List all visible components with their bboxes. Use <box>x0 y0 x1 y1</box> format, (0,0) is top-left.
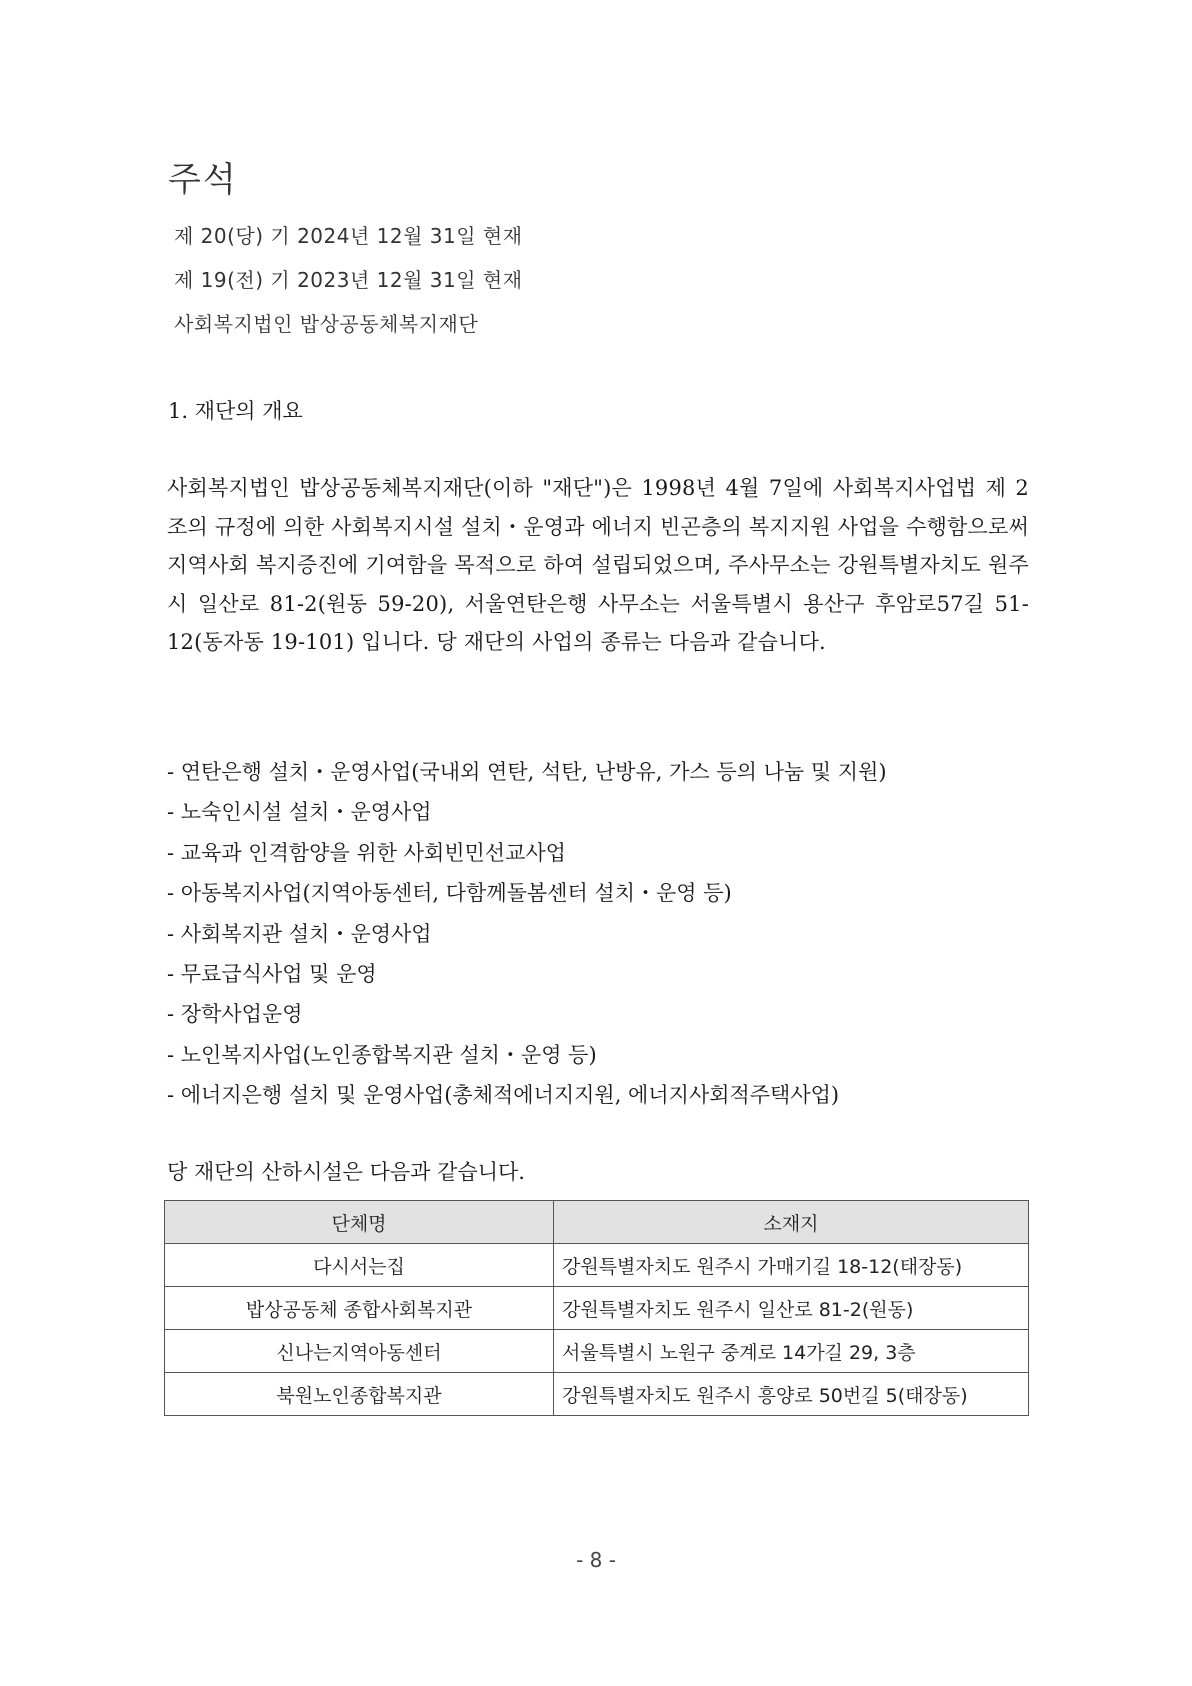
org-name-cell: 신나는지역아동센터 <box>165 1330 554 1373</box>
business-list <box>167 752 887 1116</box>
org-name-cell: 밥상공동체 종합사회복지관 <box>165 1287 554 1330</box>
org-name-cell: 북원노인종합복지관 <box>165 1373 554 1416</box>
table-row <box>165 1244 1029 1287</box>
list-item: - 아동복지사업(지역아동센터, 다함께돌봄센터 설치・운영 등) <box>167 881 732 906</box>
list-item: - 무료급식사업 및 운영 <box>167 961 377 986</box>
list-item: - 연탄은행 설치・운영사업(국내외 연탄, 석탄, 난방유, 가스 등의 나눔 및 지원) <box>167 760 887 784</box>
header-org-name: 단체명 <box>165 1201 554 1244</box>
overview-paragraph: 사회복지법인 밥상공동체복지재단(이하 "재단")은 1998년 4월 7일에 사회복지사업법 제 2조의 규정에 의한 사회복지시설 설치・운영과 에너지 빈곤층의 복지지원 사업을 수행함으로써 지역사회 복지증진에 기여함을 목적으로 하여 설립되었으며, 주사무소는 강원특별자치도 원주시 일산로 81-2(원동 59-20), 서울연탄은행 사무소는 서울특별시 용산구 후암로57길 51-12(동자동 19-101) 입니다. 당 재단의 사업의 종류는 다음과 같습니다. <box>167 476 1029 654</box>
location-cell: 강원특별자치도 원주시 흥양로 50번길 5(태장동) <box>554 1373 1029 1416</box>
org-name-cell: 다시서는집 <box>165 1244 554 1287</box>
header-location: 소재지 <box>554 1201 1029 1244</box>
location-cell: 강원특별자치도 원주시 가매기길 18-12(태장동) <box>554 1244 1029 1287</box>
list-item: - 에너지은행 설치 및 운영사업(총체적에너지지원, 에너지사회적주택사업) <box>167 1083 840 1108</box>
table-row <box>165 1287 1029 1330</box>
location-cell: 서울특별시 노원구 중계로 14가길 29, 3층 <box>554 1330 1029 1373</box>
section-heading: 1. 재단의 개요 <box>168 399 303 423</box>
page-title: 주석 <box>168 160 238 200</box>
list-item: - 노인복지사업(노인종합복지관 설치・운영 등) <box>167 1042 597 1067</box>
list-item: - 교육과 인격함양을 위한 사회빈민선교사업 <box>167 840 566 865</box>
facilities-intro: 당 재단의 산하시설은 다음과 같습니다. <box>167 1160 525 1184</box>
table-header-row <box>165 1201 1029 1244</box>
list-item: - 사회복지관 설치・운영사업 <box>167 921 432 946</box>
page-number: - 8 - <box>576 1548 616 1572</box>
location-cell: 강원특별자치도 원주시 일산로 81-2(원동) <box>554 1287 1029 1330</box>
list-item: - 장학사업운영 <box>167 1002 303 1027</box>
facilities-table <box>164 1200 1029 1416</box>
table-row <box>165 1373 1029 1416</box>
list-item: - 노숙인시설 설치・운영사업 <box>167 800 432 825</box>
period-prior: 제 19(전) 기 2023년 12월 31일 현재 <box>174 268 523 292</box>
period-current: 제 20(당) 기 2024년 12월 31일 현재 <box>174 224 523 248</box>
entity-name: 사회복지법인 밥상공동체복지재단 <box>174 312 479 336</box>
table-row <box>165 1330 1029 1373</box>
